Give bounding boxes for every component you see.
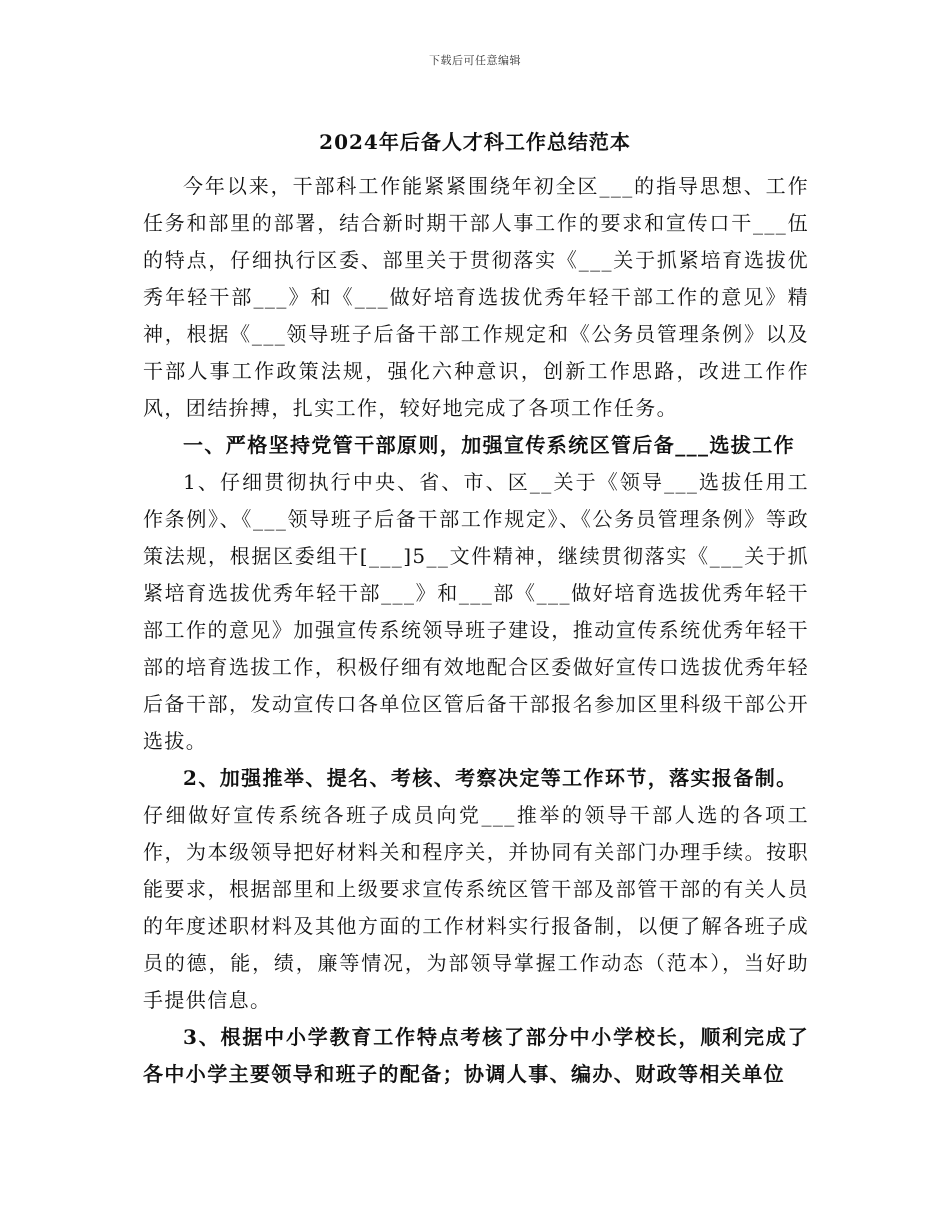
item-2-heading: 2、加强推举、提名、考核、考察决定等工作环节，落实报备制。 xyxy=(183,766,798,790)
item-2-paragraph: 仔细做好宣传系统各班子成员向党___推举的领导干部人选的各项工作，为本级领导把好材料关和程序关，并协同有关部门办理手续。按职能要求，根据部里和上级要求宣传系统区管干部及部管干部的有关人员的年度述职材料及其他方面的工作材料实行报备制，以便了解各班子成员的德，能，绩，廉等情况，为部领导掌握工作动态（范本），当好助手提供信息。 xyxy=(143,803,809,1012)
item-1-paragraph: 1、仔细贯彻执行中央、省、市、区__关于《领导___选拔任用工作条例》、《___领导班子后备干部工作规定》、《公务员管理条例》等政策法规，根据区委组干[___]5__文件精神，继续贯彻落实《___关于抓紧培育选拔优秀年轻干部___》和___部《___做好培育选拔优秀年轻干部工作的意见》加强宣传系统领导班子建设，推动宣传系统优秀年轻干部的培育选拔工作，积极仔细有效地配合区委做好宣传口选拔优秀年轻后备干部，发动宣传口各单位区管后备干部报名参加区里科级干部公开选拔。 xyxy=(143,470,809,753)
document-title: 2024年后备人才科工作总结范本 xyxy=(319,130,631,154)
document-body xyxy=(143,168,809,1093)
header-note: 下载后可任意编辑 xyxy=(429,54,521,67)
item-3-paragraph: 3、根据中小学教育工作特点考核了部分中小学校长，顺利完成了各中小学主要领导和班子的配备；协调人事、编办、财政等相关单位 xyxy=(143,1025,809,1086)
intro-paragraph: 今年以来，干部科工作能紧紧围绕年初全区___的指导思想、工作任务和部里的部署，结合新时期干部人事工作的要求和宣传口干___伍的特点，仔细执行区委、部里关于贯彻落实《___关于抓紧培育选拔优秀年轻干部___》和《___做好培育选拔优秀年轻干部工作的意见》精神，根据《___领导班子后备干部工作规定和《公务员管理条例》以及干部人事工作政策法规，强化六种意识，创新工作思路，改进工作作风，团结拚搏，扎实工作，较好地完成了各项工作任务。 xyxy=(143,174,809,420)
section-heading-1: 一、严格坚持党管干部原则，加强宣传系统区管后备___选拔工作 xyxy=(183,433,795,457)
